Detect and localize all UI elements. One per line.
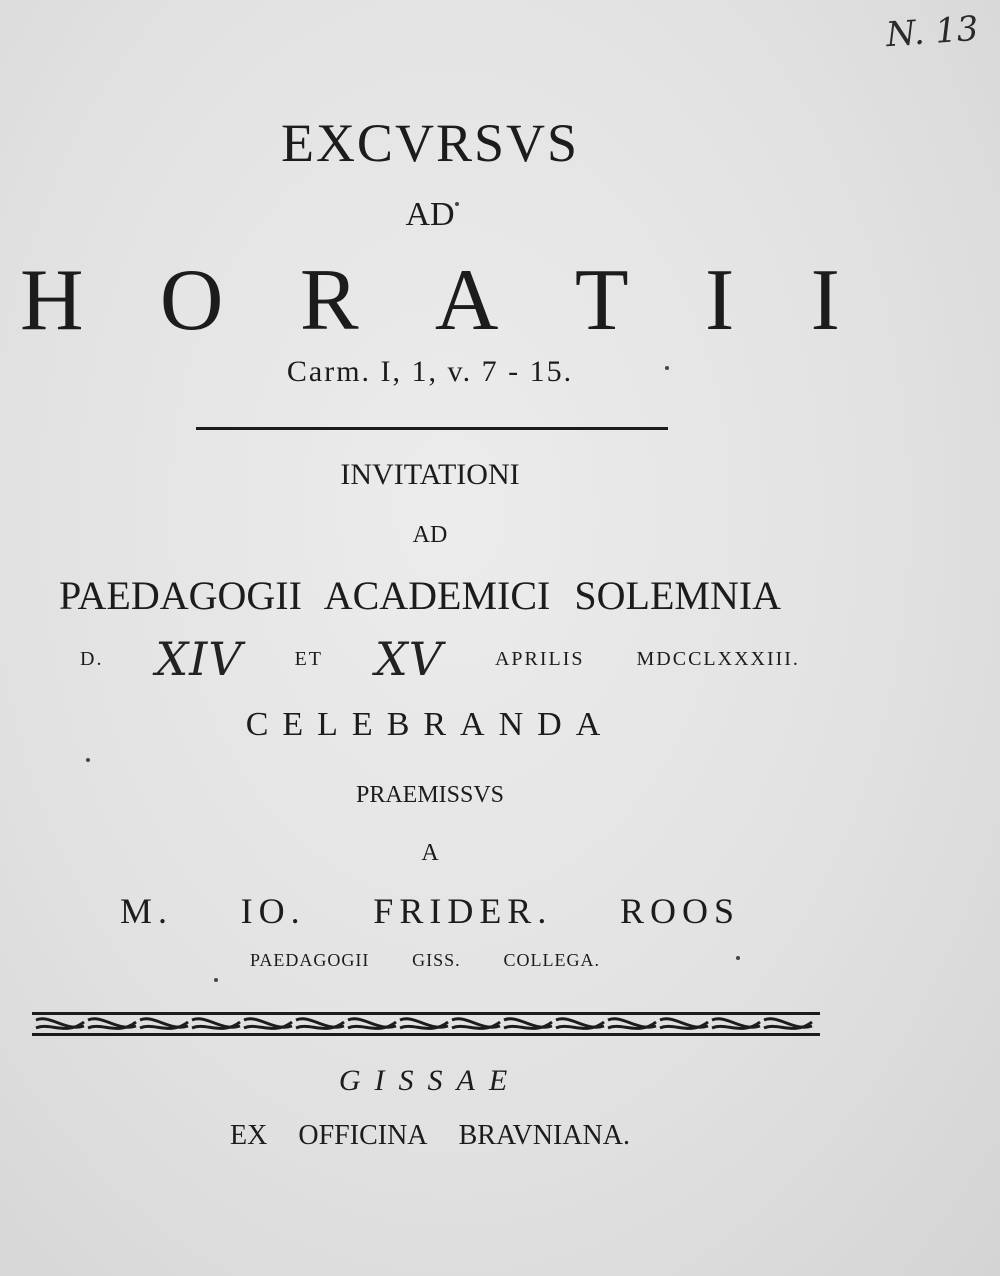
author-name	[120, 890, 740, 932]
author-part: M.	[120, 891, 174, 931]
date-prefix: D.	[80, 647, 104, 670]
handwritten-day-1: XIV	[155, 632, 243, 686]
horatii-letter: R	[299, 252, 359, 349]
author-part: IO.	[240, 891, 306, 931]
ink-speck	[736, 956, 740, 960]
author-affiliation	[250, 950, 600, 971]
affiliation-part: PAEDAGOGII	[250, 950, 370, 970]
ink-speck	[665, 366, 669, 370]
invitationi-line: INVITATIONI	[340, 458, 520, 491]
chain-ornament	[32, 1010, 820, 1038]
horizontal-rule	[196, 427, 668, 430]
printer-part: EX	[230, 1120, 268, 1151]
a-line: A	[421, 840, 439, 866]
horatii-letter: H	[20, 252, 84, 349]
handwritten-shelfmark: N. 13	[884, 8, 980, 56]
carmen-reference: Carm. I, 1, v. 7 - 15.	[286, 355, 574, 388]
ink-speck	[214, 978, 218, 982]
handwritten-day-2: XV	[374, 632, 443, 686]
paedagogii-line: PAEDAGOGII ACADEMICI SOLEMNIA	[58, 573, 782, 618]
horatii-letter: I	[704, 252, 735, 349]
date-et: ET	[294, 647, 323, 670]
title-horatii	[20, 250, 840, 351]
horatii-letter: O	[159, 252, 224, 349]
printer-part: BRAVNIANA.	[458, 1120, 630, 1151]
horatii-letter: A	[434, 252, 499, 349]
printer-part: OFFICINA	[298, 1120, 428, 1151]
affiliation-part: COLLEGA.	[503, 950, 600, 970]
author-part: FRIDER.	[373, 891, 553, 931]
celebranda-line: CELEBRANDA	[245, 706, 615, 743]
imprint-printer	[230, 1120, 630, 1152]
horatii-letter: T	[574, 252, 629, 349]
horatii-letter: I	[810, 252, 840, 349]
ink-speck	[455, 202, 459, 206]
ad-line: AD	[412, 522, 448, 548]
title-excursus: EXCVRSVS	[280, 113, 580, 173]
date-year: MDCCLXXXIII.	[636, 647, 800, 670]
date-line	[80, 632, 800, 686]
title-ad: AD	[405, 196, 455, 233]
affiliation-part: GISS.	[412, 950, 461, 970]
date-month: APRILIS	[494, 647, 585, 670]
praemissus-line: PRAEMISSVS	[355, 782, 505, 808]
ink-speck	[86, 758, 90, 762]
imprint-place: GISSAE	[338, 1064, 522, 1097]
author-part: ROOS	[619, 891, 740, 931]
